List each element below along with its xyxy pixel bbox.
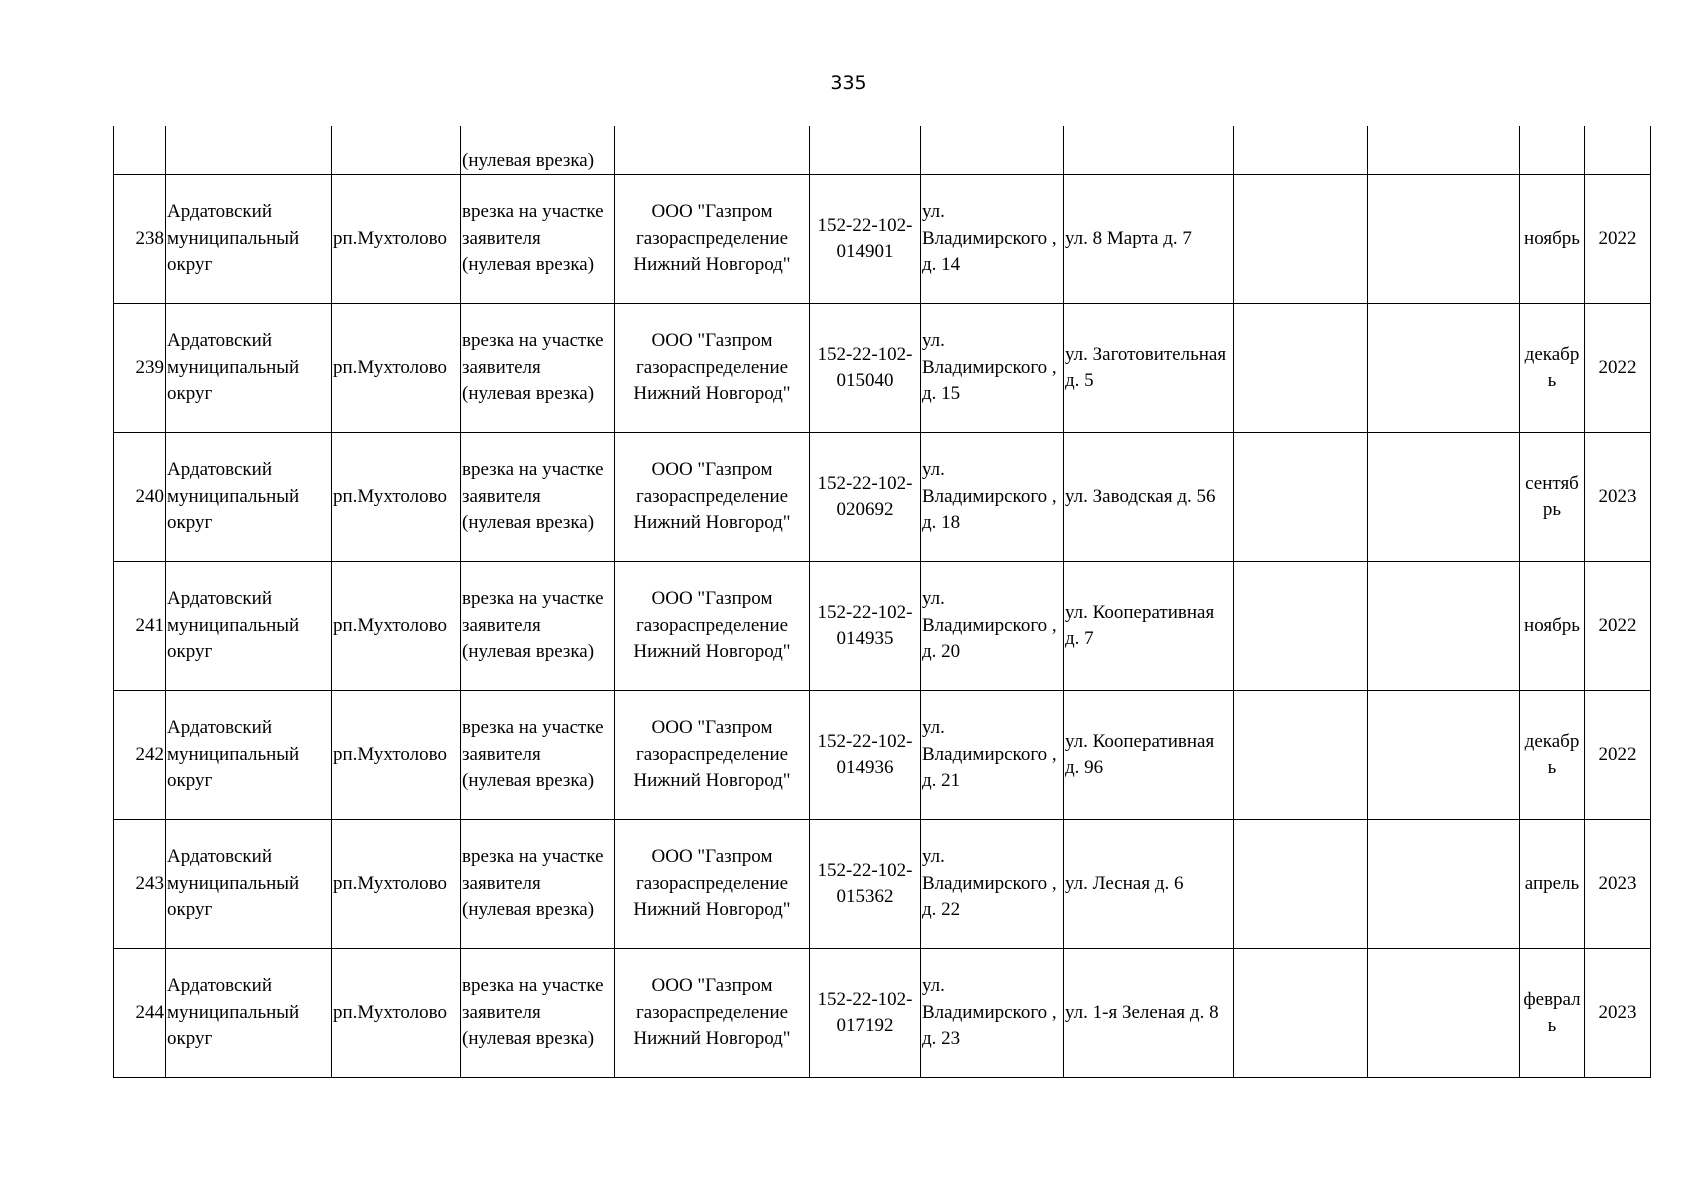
cell-object-address: ул. Заготовительная д. 5 <box>1064 304 1234 433</box>
table-row <box>114 562 1651 691</box>
cell-num: 241 <box>114 562 166 691</box>
cell-col9 <box>1234 126 1368 175</box>
cell-col9 <box>1234 304 1368 433</box>
cell-month: февраль <box>1520 949 1585 1078</box>
cell-gas-pipeline-address: ул. Владимирского , д. 15 <box>921 304 1064 433</box>
cell-month: декабрь <box>1520 304 1585 433</box>
cell-contract: 152-22-102-014936 <box>810 691 921 820</box>
cell-year: 2023 <box>1585 820 1651 949</box>
cell-settlement <box>332 126 461 175</box>
cell-gas-pipeline-address: ул. Владимирского , д. 22 <box>921 820 1064 949</box>
cell-contract: 152-22-102-014935 <box>810 562 921 691</box>
cell-district: Ардатовский муниципальный округ <box>166 433 332 562</box>
cell-connection-type: врезка на участке заявителя (нулевая врезка) <box>461 304 615 433</box>
cell-num: 239 <box>114 304 166 433</box>
table-row <box>114 175 1651 304</box>
cell-gas-pipeline-address: ул. Владимирского , д. 21 <box>921 691 1064 820</box>
cell-col10 <box>1368 949 1520 1078</box>
cell-col10 <box>1368 562 1520 691</box>
cell-month: ноябрь <box>1520 175 1585 304</box>
cell-year <box>1585 126 1651 175</box>
cell-year: 2022 <box>1585 175 1651 304</box>
cell-col10 <box>1368 820 1520 949</box>
cell-month: апрель <box>1520 820 1585 949</box>
cell-gas-pipeline-address: ул. Владимирского , д. 20 <box>921 562 1064 691</box>
cell-object-address: ул. Кооперативная д. 96 <box>1064 691 1234 820</box>
page-number: 335 <box>830 72 867 94</box>
cell-year: 2022 <box>1585 562 1651 691</box>
cell-district <box>166 126 332 175</box>
cell-organization: ООО "Газпром газораспределение Нижний Новгород" <box>615 433 810 562</box>
register-table <box>113 126 1651 1078</box>
table-row <box>114 691 1651 820</box>
cell-object-address: ул. 1-я Зеленая д. 8 <box>1064 949 1234 1078</box>
cell-num: 242 <box>114 691 166 820</box>
cell-contract <box>810 126 921 175</box>
cell-contract: 152-22-102-017192 <box>810 949 921 1078</box>
cell-connection-type: врезка на участке заявителя (нулевая врезка) <box>461 562 615 691</box>
cell-col9 <box>1234 175 1368 304</box>
cell-year: 2022 <box>1585 304 1651 433</box>
cell-col10 <box>1368 433 1520 562</box>
cell-connection-type: врезка на участке заявителя (нулевая врезка) <box>461 691 615 820</box>
cell-year: 2022 <box>1585 691 1651 820</box>
cell-contract: 152-22-102-015040 <box>810 304 921 433</box>
cell-col9 <box>1234 949 1368 1078</box>
cell-settlement: рп.Мухтолово <box>332 562 461 691</box>
cell-col10 <box>1368 175 1520 304</box>
cell-num: 243 <box>114 820 166 949</box>
table-row <box>114 304 1651 433</box>
cell-connection-type: врезка на участке заявителя (нулевая врезка) <box>461 820 615 949</box>
cell-organization: ООО "Газпром газораспределение Нижний Новгород" <box>615 562 810 691</box>
cell-district: Ардатовский муниципальный округ <box>166 304 332 433</box>
cell-month: сентябрь <box>1520 433 1585 562</box>
cell-district: Ардатовский муниципальный округ <box>166 562 332 691</box>
cell-object-address: ул. 8 Марта д. 7 <box>1064 175 1234 304</box>
cell-gas-pipeline-address <box>921 126 1064 175</box>
cell-district: Ардатовский муниципальный округ <box>166 820 332 949</box>
cell-settlement: рп.Мухтолово <box>332 175 461 304</box>
cell-contract: 152-22-102-020692 <box>810 433 921 562</box>
cell-connection-type: (нулевая врезка) <box>461 126 615 175</box>
cell-connection-type: врезка на участке заявителя (нулевая врезка) <box>461 433 615 562</box>
cell-year: 2023 <box>1585 433 1651 562</box>
table-row-continuation <box>114 126 1651 175</box>
cell-organization <box>615 126 810 175</box>
cell-col10 <box>1368 126 1520 175</box>
cell-contract: 152-22-102-014901 <box>810 175 921 304</box>
cell-col10 <box>1368 304 1520 433</box>
cell-gas-pipeline-address: ул. Владимирского , д. 14 <box>921 175 1064 304</box>
cell-object-address <box>1064 126 1234 175</box>
cell-settlement: рп.Мухтолово <box>332 433 461 562</box>
table-row <box>114 820 1651 949</box>
cell-month: ноябрь <box>1520 562 1585 691</box>
cell-contract: 152-22-102-015362 <box>810 820 921 949</box>
cell-district: Ардатовский муниципальный округ <box>166 175 332 304</box>
cell-connection-type: врезка на участке заявителя (нулевая врезка) <box>461 949 615 1078</box>
cell-settlement: рп.Мухтолово <box>332 304 461 433</box>
cell-organization: ООО "Газпром газораспределение Нижний Новгород" <box>615 691 810 820</box>
cell-settlement: рп.Мухтолово <box>332 820 461 949</box>
cell-organization: ООО "Газпром газораспределение Нижний Новгород" <box>615 175 810 304</box>
cell-connection-type: врезка на участке заявителя (нулевая врезка) <box>461 175 615 304</box>
cell-col9 <box>1234 433 1368 562</box>
cell-gas-pipeline-address: ул. Владимирского , д. 23 <box>921 949 1064 1078</box>
cell-col9 <box>1234 562 1368 691</box>
table-row <box>114 949 1651 1078</box>
cell-organization: ООО "Газпром газораспределение Нижний Новгород" <box>615 304 810 433</box>
cell-num: 240 <box>114 433 166 562</box>
cell-year: 2023 <box>1585 949 1651 1078</box>
cell-settlement: рп.Мухтолово <box>332 691 461 820</box>
cell-col10 <box>1368 691 1520 820</box>
cell-organization: ООО "Газпром газораспределение Нижний Новгород" <box>615 820 810 949</box>
cell-settlement: рп.Мухтолово <box>332 949 461 1078</box>
cell-object-address: ул. Заводская д. 56 <box>1064 433 1234 562</box>
cell-month <box>1520 126 1585 175</box>
cell-col9 <box>1234 820 1368 949</box>
table-body <box>114 126 1651 1078</box>
cell-month: декабрь <box>1520 691 1585 820</box>
cell-object-address: ул. Лесная д. 6 <box>1064 820 1234 949</box>
cell-col9 <box>1234 691 1368 820</box>
cell-organization: ООО "Газпром газораспределение Нижний Новгород" <box>615 949 810 1078</box>
cell-object-address: ул. Кооперативная д. 7 <box>1064 562 1234 691</box>
cell-district: Ардатовский муниципальный округ <box>166 691 332 820</box>
cell-district: Ардатовский муниципальный округ <box>166 949 332 1078</box>
table-row <box>114 433 1651 562</box>
cell-num <box>114 126 166 175</box>
cell-num: 238 <box>114 175 166 304</box>
cell-num: 244 <box>114 949 166 1078</box>
cell-gas-pipeline-address: ул. Владимирского , д. 18 <box>921 433 1064 562</box>
